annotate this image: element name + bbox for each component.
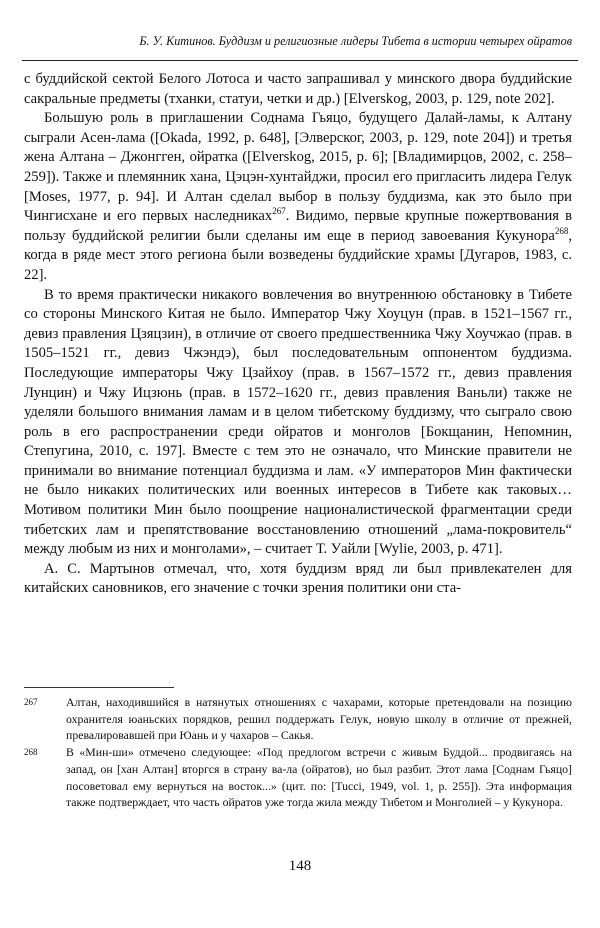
paragraph-2-text-b: . Видимо, первые крупные пожертвования в пользу буддийской религии были сделаны им еще в период завоевания Кукунора [24,208,572,244]
footnote-rule [24,687,174,688]
page-number: 148 [288,858,312,874]
paragraph-2 [24,109,572,285]
footnote-267 [24,694,572,744]
footnote-ref-268[interactable]: 268 [554,225,569,236]
footnote-268 [24,744,572,811]
footnote-ref-267[interactable]: 267 [272,206,286,217]
main-text [24,70,572,599]
footnote-number: 268 [24,747,38,758]
paragraph-4: А. С. Мартынов отмечал, что, хотя буддизм вряд ли был привлекателен для китайских сановников, его значение с точки зрения политики они ста- [24,560,572,597]
paragraph-2-text-c: , когда в ряде мест этого региона были возведены буддийские храмы [Дугаров, 1983, с. 22]. [24,227,572,283]
footnotes [24,694,572,811]
footnote-number: 267 [24,697,38,707]
footnote-text: В «Мин-ши» отмечено следующее: «Под предлогом встречи с живым Буддой... продвигаясь на запад, он [хан Алтан] вторгся в страну ва-ла (ойратов), но был разбит. Этот лама [Соднам Гьяцо] посоветовал ему вернуться на восток...» (цит. по: [Tucci, 1949, vol. 1, p. 255]). Эта информация также подтверждает, что часть ойратов уже тогда жила между Тибетом и Монголией – у Кукунора. [66,745,572,810]
paragraph-2-text-a: Большую роль в приглашении Соднама Гьяцо, будущего Далай-ламы, к Алтану сыграли Асен-лама ([Okada, 1992, p. 648], [Элверског, 2003, p. 129, note 204]) и третья жена Алтана – Джонгген, ойратка ([Elverskog, 2015, p. 6]; [Владимирцов, 2002, с. 258–259]). Также и племянник хана, Цэцэн-хунтайджи, просил его пригласить лидера Гелук [Moses, 1977, p. 94]. И Алтан сделал выбор в пользу буддизма, как это было при Чингисхане и его первых наследниках [24,110,572,225]
footnote-text: Алтан, находившийся в натянутых отношениях с чахарами, которые претендовали на позицию охранителя юаньских порядков, решил поддержать Гелук, новую школу в отличие от прежней, превалировавшей при Юань и у чахаров – Сакья. [66,695,572,743]
paragraph-1: с буддийской сектой Белого Лотоса и часто запрашивал у минского двора буддийские сакральные предметы (тханки, статуи, четки и др.) [Elverskog, 2003, p. 129, note 202]. [24,71,572,107]
running-header: Б. У. Китинов. Буддизм и религиозные лидеры Тибета в истории четырех ойратов [139,34,572,48]
header-rule [22,60,578,61]
paragraph-3: В то время практически никакого вовлечения во внутреннюю обстановку в Тибете со стороны Минского Китая не было. Император Чжу Хоуцун (прав. в 1521–1567 гг., девиз правления Цзяцзин), в отличие от своего предшественника Чжу Хоучжао (прав. в 1505–1521 гг., девиз Чжэндэ), был последовательным оппонентом буддизма. Последующие императоры Чжу Цзайхоу (прав. в 1567–1572 гг., девиз правления Лунцин) и Чжу Ицзюнь (прав. в 1572–1620 гг., девиз правления Ваньли) также не уделяли большого внимания ламам и в целом тибетскому буддизму, что сыграло свою роль в его распространении среди ойратов и монголов [Бокщанин, Непомнин, Степугина, 2010, с. 197]. Вместе с тем это не означало, что Минские правители не принимали во внимание потенциал буддизма и лам. «У императоров Мин фактически не было никаких политических или военных интересов в Тибете как таковых… Мотивом политики Мин было поощрение националистической фрагментации среди тибетских лам и препятствование восстановлению отношений „лама-покровитель“ между любым из них и монголами», – считает Т. Уайли [Wylie, 2003, p. 471]. [24,286,572,558]
